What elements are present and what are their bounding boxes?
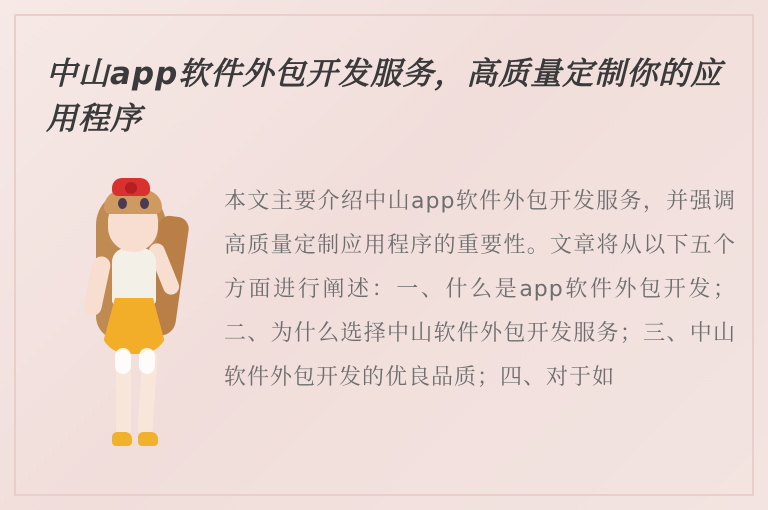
character-hair-bow [112, 178, 150, 196]
character-torso [112, 248, 156, 306]
character-shoe-left [112, 432, 132, 446]
cartoon-girl-character-illustration [60, 170, 210, 480]
article-body: 本文主要介绍中山app软件外包开发服务，并强调高质量定制应用程序的重要性。文章将从以下五个方面进行阐述：一、什么是app软件外包开发；二、为什么选择中山软件外包开发服务；三、中山软件外包开发的优良品质；四、对于如 [224, 189, 736, 390]
page-title: 中山app软件外包开发服务，高质量定制你的应用程序 [46, 56, 723, 137]
character-shoe-right [138, 432, 158, 446]
character-sock-right [139, 348, 155, 374]
character-sock-left [115, 348, 131, 374]
character-eye-right [140, 198, 149, 209]
character-eye-left [118, 198, 127, 209]
